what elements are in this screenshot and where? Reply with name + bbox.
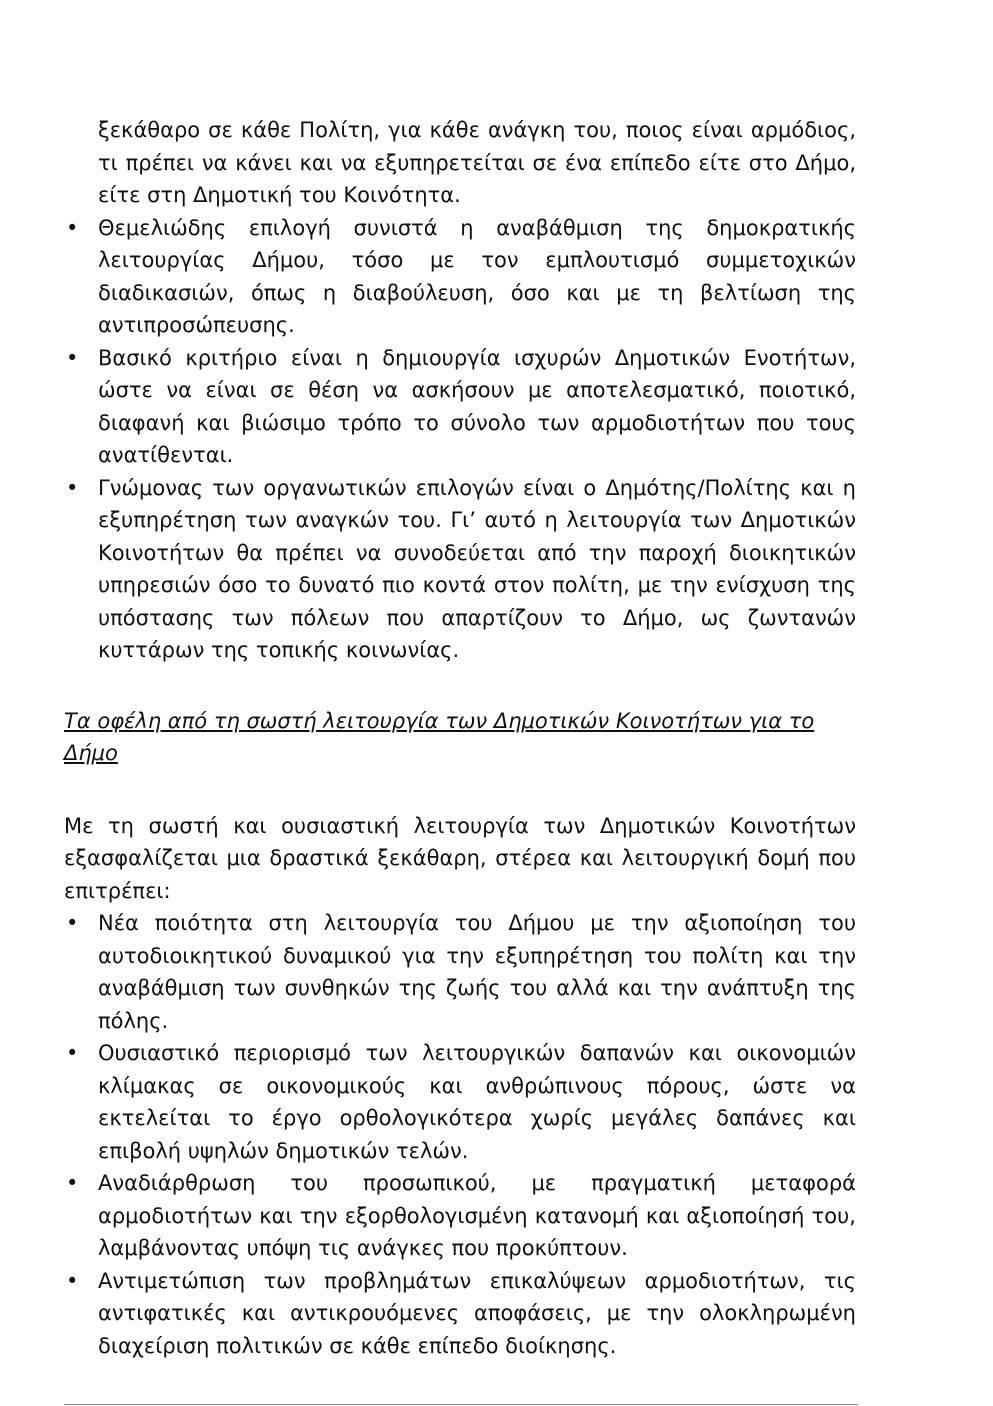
section-heading: Τα οφέλη από τη σωστή λειτουργία των Δημοτικών Κοινοτήτων για το Δήμο: [64, 708, 815, 765]
list-item-text: Αναδιάρθρωση του προσωπικού, με πραγματική μεταφορά αρμοδιοτήτων και την εξορθολογισμένη κατανομή και αξιοποίησή του, λαμβάνοντας υπόψη τις ανάγκες που προκύπτουν.: [98, 1171, 856, 1260]
list-item: [64, 1037, 856, 1167]
list-item-text: Αντιμετώπιση των προβλημάτων επικαλύψεων αρμοδιοτήτων, τις αντιφατικές και αντικρουόμενες αποφάσεις, με την ολοκληρωμένη διαχείριση πολιτικών σε κάθε επίπεδο διοίκησης.: [98, 1268, 856, 1358]
intro-paragraph: Με τη σωστή και ουσιαστική λειτουργία των Δημοτικών Κοινοτήτων εξασφαλίζεται μια δραστικά ξεκάθαρη, στέρεα και λειτουργική δομή που επιτρέπει:: [64, 813, 856, 903]
list-item-text: Ουσιαστικό περιορισμό των λειτουργικών δαπανών και οικονομιών κλίμακας σε οικονομικούς και ανθρώπινους πόρους, ώστε να εκτελείται το έργο ορθολογικότερα χωρίς μεγάλες δαπάνες και επιβολή υψηλών δημοτικών τελών.: [98, 1041, 856, 1163]
bullet-icon: •: [66, 911, 79, 935]
bullet-list-benefits: [64, 907, 856, 1362]
bullet-icon: •: [66, 215, 79, 240]
list-item: [64, 1265, 856, 1363]
bullet-icon: •: [66, 475, 79, 500]
list-item: [64, 907, 856, 1037]
bullet-list-principles: [64, 212, 856, 667]
bullet-icon: •: [66, 1171, 79, 1195]
document-page: [64, 114, 856, 1362]
list-item: [64, 472, 856, 667]
list-item-text: Νέα ποιότητα στη λειτουργία του Δήμου με την αξιοποίηση του αυτοδιοικητικού δυναμικού για την εξυπηρέτηση του πολίτη και την αναβάθμιση των συνθηκών της ζωής του αλλά και την ανάπτυξη της πόλης.: [98, 911, 856, 1033]
bullet-icon: •: [66, 1268, 79, 1293]
footer-divider: [64, 1404, 858, 1405]
bullet-icon: •: [66, 345, 79, 370]
list-item-text: Γνώμονας των οργανωτικών επιλογών είναι ο Δημότης/Πολίτης και η εξυπηρέτηση των αναγκών του. Γι’ αυτό η λειτουργία των Δημοτικών Κοινοτήτων θα πρέπει να συνοδεύεται από την παροχή διοικητικών υπηρεσιών όσο το δυνατό πιο κοντά στον πολίτη, με την ενίσχυση της υπόστασης των πόλεων που απαρτίζουν το Δήμο, ως ζωντανών κυττάρων της τοπικής κοινωνίας.: [98, 475, 856, 662]
list-item: [64, 1167, 856, 1265]
list-item: [64, 342, 856, 472]
bullet-icon: •: [66, 1041, 79, 1065]
list-item-text: Θεμελιώδης επιλογή συνιστά η αναβάθμιση της δημοκρατικής λειτουργίας Δήμου, τόσο με τον εμπλουτισμό συμμετοχικών διαδικασιών, όπως η διαβούλευση, όσο και με τη βελτίωση της αντιπροσώπευσης.: [98, 215, 856, 337]
list-item: [64, 212, 856, 342]
list-item-text: Βασικό κριτήριο είναι η δημιουργία ισχυρών Δημοτικών Ενοτήτων, ώστε να είναι σε θέση να ασκήσουν με αποτελεσματικό, ποιοτικό, διαφανή και βιώσιμο τρόπο το σύνολο των αρμοδιοτήτων που τους ανατίθενται.: [98, 345, 856, 467]
continuation-paragraph: ξεκάθαρο σε κάθε Πολίτη, για κάθε ανάγκη του, ποιος είναι αρμόδιος, τι πρέπει να κάνει και να εξυπηρετείται σε ένα επίπεδο είτε στο Δήμο, είτε στη Δημοτική του Κοινότητα.: [98, 118, 856, 207]
